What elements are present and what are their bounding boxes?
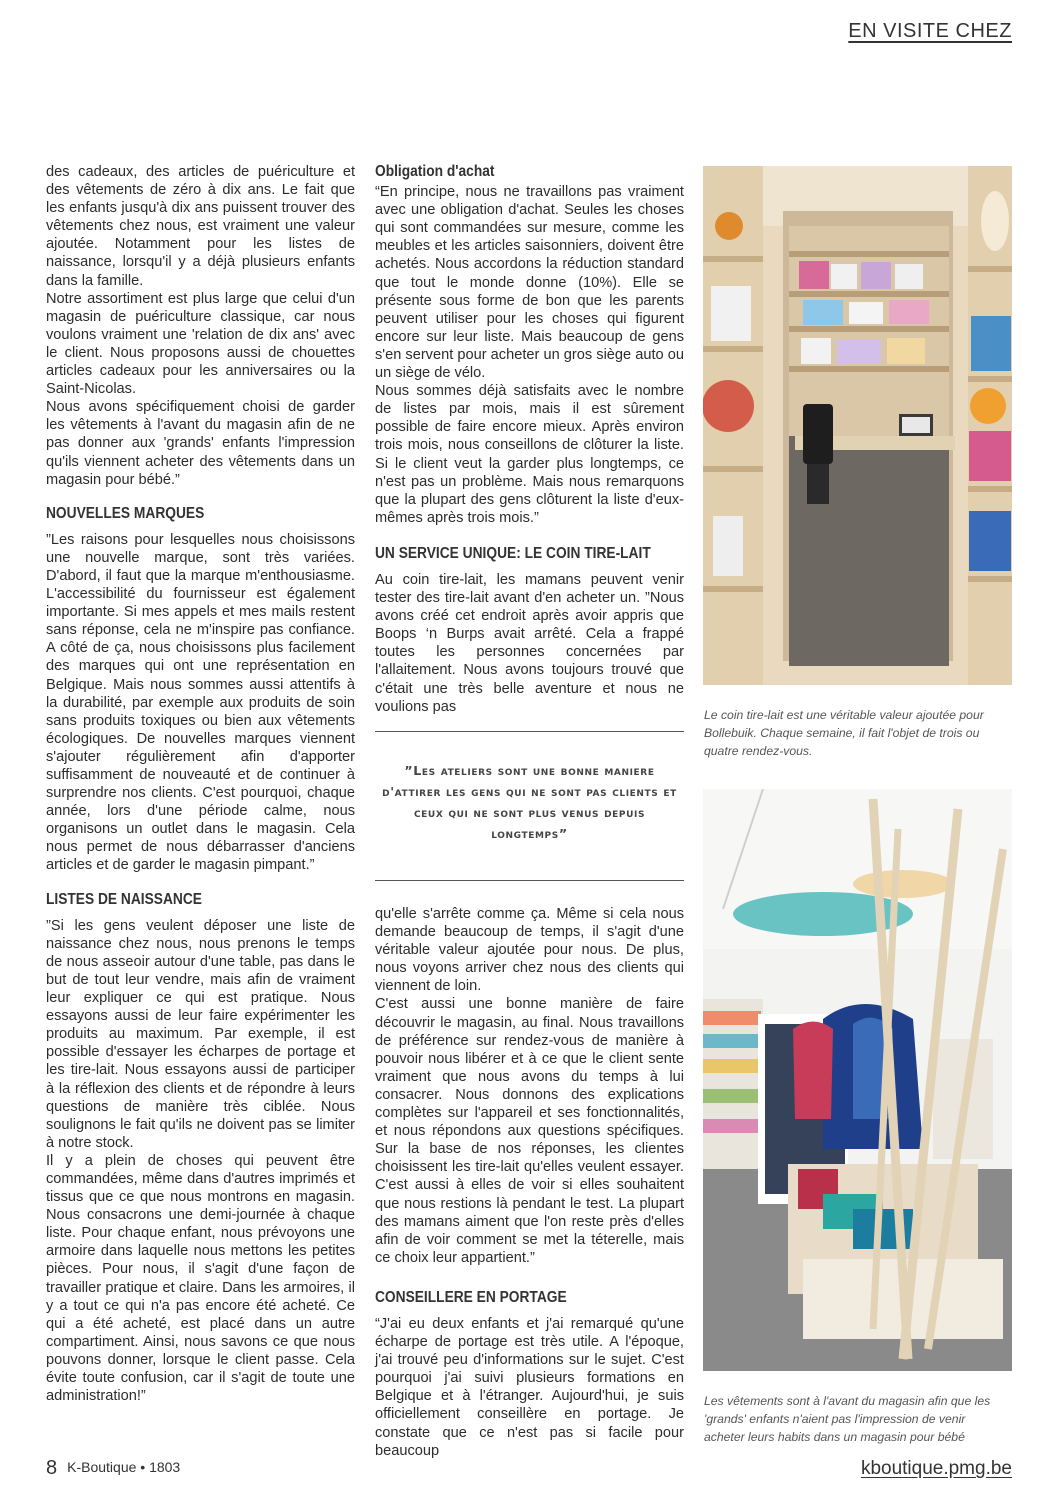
article-column-1 <box>46 163 355 1405</box>
photo-nursing-corner <box>703 166 1012 685</box>
photo-caption: Le coin tire-lait est une véritable valeur ajoutée pour Bollebuik. Chaque semaine, il fait l'objet de trois ou quatre rendez-vous. <box>704 708 984 758</box>
paragraph: Nous avons spécifiquement choisi de garder les vêtements à l'avant du magasin afin de ne pas donner aux 'grands' enfants l'impression qu'ils viennent acheter des vêtements dans un magasin pour bébé.” <box>46 399 355 488</box>
website-link[interactable]: kboutique.pmg.be <box>860 1458 1012 1479</box>
paragraph: ”Si les gens veulent déposer une liste de naissance chez nous, nous prenons le temps de nous asseoir autour d'une table, pas dans le but de tout leur vendre, mais afin de vraiment leur expliquer ce qui est pratique. Nous essayons aussi de leur faire expérimenter les produits au maximum. Par exemple, il est possible d'essayer les écharpes de portage et les tire-lait. Nous essayons aussi de participer à la réflexion des clients et de répondre à leurs questions de manière très ciblée. Nous soulignons le fait qu'ils ne doivent pas se limiter à notre stock. <box>46 917 355 1151</box>
section-heading-conseillere-portage: CONSEILLERE EN PORTAGE <box>375 1288 567 1306</box>
article-column-2-bottom <box>375 905 684 1460</box>
article-column-2-top <box>375 163 684 716</box>
paragraph: “J'ai eu deux enfants et j'ai remarqué qu'une écharpe de portage est très utile. A l'époque, j'ai trouvé peu d'informations sur le sujet. C'est pourquoi j'ai suivi plusieurs formations en Belgique et à l'étranger. Aujourd'hui, je suis officiellement conseillère en portage. Je constate que ce n'est pas si facile pour beaucoup <box>375 1315 684 1459</box>
paragraph: Il y a plein de choses qui peuvent être commandées, même dans d'autres imprimés et tissus que ce que nous montrons en magasin. Nous consacrons une demi-journée à chaque liste. Pour chaque enfant, nous prévoyons une armoire dans laquelle nous mettons les petites pièces. Pour nous, il s'agit d'une façon de travailler pratique et claire. Dans les armoires, il y a tout ce qui n'a pas encore été acheté. Ce qui a été acheté, est placé dans un autre compartiment. Ainsi, nous savons ce que nous pouvons donner, lorsque le client passe. Cela évite toute confusion, car il s'agit de toute une administration!” <box>46 1152 355 1405</box>
section-heading-nouvelles-marques: NOUVELLES MARQUES <box>46 504 205 522</box>
section-heading-obligation-achat: Obligation d'achat <box>375 163 495 180</box>
section-heading-coin-tire-lait: UN SERVICE UNIQUE: LE COIN TIRE-LAIT <box>375 544 651 562</box>
publication-name: K-Boutique • 1803 <box>67 1459 181 1475</box>
paragraph: “En principe, nous ne travaillons pas vraiment avec une obligation d'achat. Seules les choses qui sont commandées sur mesure, comme les meubles et les articles saisonniers, doivent être achetés. Nous accordons la réduction standard que tout le monde donne (10%). Elle se présente sous forme de bon que les parents peuvent utiliser pour les choses qui figurent encore sur leur liste. Mais beaucoup de gens s'en servent pour acheter un gros siège auto ou un siège de vélo. <box>375 184 684 382</box>
pull-quote <box>375 731 684 881</box>
paragraph: Notre assortiment est plus large que celui d'un magasin de puériculture classique, car nous voulons vraiment une 'relation de dix ans' avec le client. Nous proposons aussi de chouettes articles cadeaux pour les anniversaires ou la Saint-Nicolas. <box>46 290 355 398</box>
photo-store-interior <box>703 789 1012 1371</box>
section-tag: EN VISITE CHEZ <box>848 20 1012 42</box>
page-footer <box>46 1457 180 1480</box>
pull-quote-text: ”Les ateliers sont une bonne maniere d'attirer les gens qui ne sont pas clients et ceux qui ne sont plus venus depuis longtemps” <box>382 763 677 841</box>
paragraph: C'est aussi une bonne manière de faire découvrir le magasin, au final. Nous travaillons de préférence sur rendez-vous de manière à pouvoir nous libérer et à ce que le client sente vraiment que nous avons du temps à lui consacrer. Nous donnons des explications complètes sur l'appareil et ses fonctionnalités, et nous répondons aux questions spécifiques. Sur la base de nos réponses, les clientes choisissent les tire-lait qu'elles veulent essayer. C'est aussi à elles de voir si elles souhaitent que nous restions là pendant le test. La plupart des mamans aiment que l'on reste près d'elles afin de voir comment se met la téterelle, mais ce choix leur appartient.” <box>375 996 684 1266</box>
section-heading-listes-naissance: LISTES DE NAISSANCE <box>46 890 202 908</box>
photo-caption: Les vêtements sont à l'avant du magasin afin que les 'grands' enfants n'aient pas l'impression de venir acheter leurs habits dans un magasin pour bébé <box>704 1394 991 1444</box>
paragraph: qu'elle s'arrête comme ça. Même si cela nous demande beaucoup de temps, il s'agit d'une véritable valeur ajoutée pour nous. De plus, nous voyons arriver chez nous des clients qui viennent de loin. <box>375 906 684 995</box>
paragraph: Nous sommes déjà satisfaits avec le nombre de listes par mois, mais il est sûrement possible de faire encore mieux. Après environ trois mois, nous conseillons de clôturer la liste. Si le client veut la garder plus longtemps, ce n'est pas un problème. Mais nous remarquons que la plupart des gens clôturent la liste d'eux-mêmes après trois mois.” <box>375 383 684 526</box>
page-number: 8 <box>46 1457 58 1479</box>
paragraph: des cadeaux, des articles de puériculture et des vêtements de zéro à dix ans. Le fait que les enfants jusqu'à dix ans puissent trouver des vêtements chez nous, est vraiment une valeur ajoutée. Notamment pour les listes de naissance, lorsqu'il y a déjà plusieurs enfants dans la famille. <box>46 164 355 289</box>
paragraph: ”Les raisons pour lesquelles nous choisissons une nouvelle marque, sont très variées. D'abord, il faut que la marque m'enthousiasme. L'accessibilité du fournisseur est également importante. Si mes appels et mes mails restent sans réponse, cela ne m'inspire pas confiance. A côté de ça, nous choisissons plus facilement des marques qui ont une représentation en Belgique. Mais nous sommes aussi attentifs à la durabilité, par exemple aux produits de soin sans produits toxiques ou bien aux vêtements écologiques. De nouvelles marques viennent s'ajouter régulièrement afin d'apporter suffisamment de nouveauté et de continuer à surprendre nos clients. C'est pourquoi, chaque année, lors d'une période calme, nous organisons un outlet dans le magasin. Cela nous permet de nous débarrasser d'anciens articles et de garder le magasin pimpant.” <box>46 531 355 874</box>
paragraph: Au coin tire-lait, les mamans peuvent venir tester des tire-lait avant d'en acheter un. ”Nous avons créé cet endroit après avoir appris que Boops ‘n Burps avait arrêté. Cela a frappé toutes les personnes concernées par l'allaitement. Nous avons toujours trouvé que c'était une très belle aventure et nous ne voulions pas <box>375 571 684 715</box>
